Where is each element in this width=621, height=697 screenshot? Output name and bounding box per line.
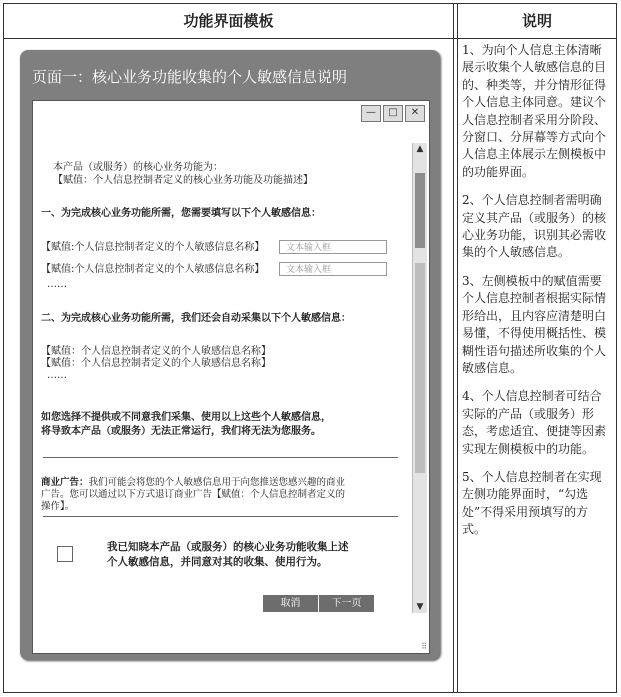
auto-item-1: 【赋值：个人信息控制者定义的个人敏感信息名称】 — [41, 346, 271, 357]
next-page-button[interactable]: 下一页 — [319, 595, 374, 612]
note-4: 4、个人信息控制者可结合实际的产品（或服务）形态，考虑适宜、便捷等因素实现左侧模板中的功能。 — [462, 389, 607, 456]
maximize-button[interactable]: □ — [383, 105, 403, 122]
notes-column-header: 说明 — [521, 12, 552, 30]
section2-heading: 二、为完成核心业务功能所需，我们还会自动采集以下个人敏感信息： — [41, 313, 351, 324]
close-button[interactable]: ✕ — [405, 105, 425, 122]
ad-label: 商业广告： — [41, 477, 89, 488]
ad-notice — [41, 477, 345, 513]
ad-line-2: 广告。您可以通过以下方式退订商业广告【赋值：个人信息控制者定义的 — [41, 489, 346, 500]
note-2: 2、个人信息控制者需明确定义其产品（或服务）的核心业务功能，识别其必需收集的个人敏感信息。 — [462, 193, 607, 260]
dialog-window — [20, 50, 440, 660]
note-3: 3、左侧模板中的赋值需要个人信息控制者根据实际情形给出，且内容应清楚明白易懂，不得使用概括性、模糊性语句描述所收集的个人敏感信息。 — [462, 273, 607, 375]
warning-line-1: 如您选择不提供或不同意我们采集、使用以上这些个人敏感信息， — [41, 412, 331, 423]
scroll-up-icon[interactable]: ▲ — [416, 144, 424, 154]
ellipsis: …… — [47, 279, 67, 290]
intro-assignment: 【赋值：个人信息控制者定义的核心业务功能及功能描述】 — [53, 175, 313, 186]
header-divider — [4, 38, 616, 39]
intro-text: 本产品（或服务）的核心业务功能为： — [53, 162, 223, 173]
cancel-button[interactable]: 取消 — [263, 595, 318, 612]
notes-column — [462, 42, 606, 550]
note-1: 1、为向个人信息主体清晰展示收集个人敏感信息的目的、种类等，并分情形征得个人信息主体同意。建议个人信息控制者采用分阶段、分窗口、分屏幕等方式向个人信息主体展示左侧模板中的功能界面。 — [462, 43, 607, 179]
consent-line-1: 我已知晓本产品（或服务）的核心业务功能收集上述 — [107, 541, 349, 553]
field-label-1: 【赋值:个人信息控制者定义的个人敏感信息名称】 — [41, 242, 265, 253]
divider-2 — [43, 516, 398, 517]
text-input-1[interactable]: 文本输入框 — [279, 240, 387, 254]
column-divider-inner — [457, 4, 458, 692]
auto-item-2: 【赋值：个人信息控制者定义的个人敏感信息名称】 — [41, 358, 271, 369]
window-controls — [361, 105, 425, 122]
section1-heading: 一、为完成核心业务功能所需，您需要填写以下个人敏感信息： — [41, 208, 321, 219]
column-divider — [453, 4, 454, 692]
consent-checkbox[interactable] — [57, 546, 73, 562]
vertical-scrollbar[interactable] — [412, 143, 427, 613]
ad-line-3: 操作】。 — [41, 501, 75, 512]
note-5: 5、个人信息控制者在实现左侧功能界面时，“勾选处”不得采用预填写的方式。 — [462, 469, 602, 537]
consent-line-2: 个人敏感信息，并同意对其的收集、使用行为。 — [107, 556, 328, 568]
template-column-header: 功能界面模板 — [183, 12, 274, 30]
scroll-track[interactable] — [415, 263, 425, 473]
warning-line-2: 将导致本产品（或服务）无法正常运行，我们将无法为您服务。 — [41, 426, 321, 437]
window-title: 页面一：核心业务功能收集的个人敏感信息说明 — [32, 68, 348, 86]
dialog-body — [32, 100, 430, 654]
divider-1 — [43, 457, 398, 458]
scroll-down-icon[interactable]: ▼ — [416, 602, 424, 612]
text-input-2[interactable]: 文本输入框 — [279, 262, 387, 276]
ellipsis-2: …… — [47, 370, 67, 381]
ad-line-1: 我们可能会将您的个人敏感信息用于向您推送您感兴趣的商业 — [88, 477, 346, 488]
minimize-button[interactable]: — — [361, 105, 381, 122]
resize-grip-icon[interactable]: ⠿ — [421, 642, 427, 651]
field-label-2: 【赋值:个人信息控制者定义的个人敏感信息名称】 — [41, 264, 265, 275]
scroll-thumb[interactable] — [415, 173, 425, 248]
